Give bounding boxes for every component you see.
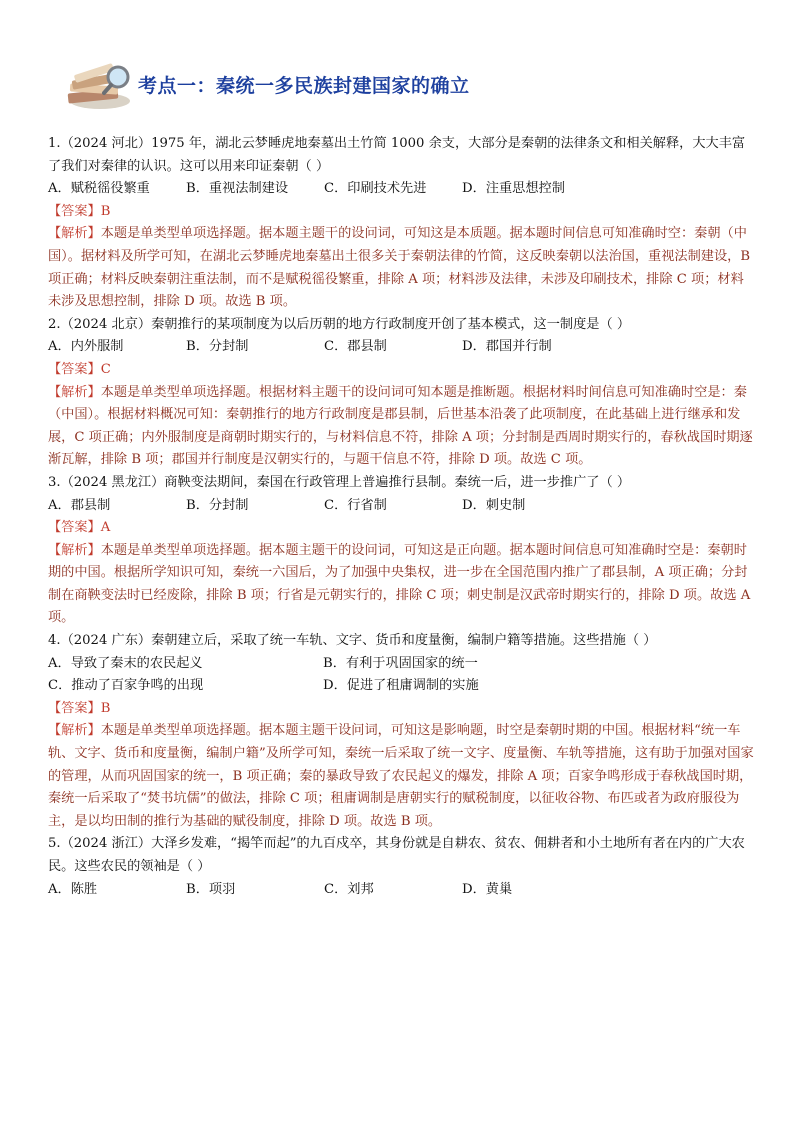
question-list: [48, 133, 756, 901]
section-title: 考点一：秦统一多民族封建国家的确立: [138, 75, 470, 97]
option-c: C．郡县制: [324, 339, 387, 355]
question-5: [48, 833, 756, 901]
question-3: [48, 472, 756, 630]
options-row: [48, 495, 756, 518]
answer-line: 【答案】C: [48, 361, 111, 377]
question-stem: 1.（2024 河北）1975 年，湖北云梦睡虎地秦墓出土竹简 1000 余支，大部分是秦朝的法律条文和相关解释，大大丰富了我们对秦律的认识。这可以用来印证秦朝（ ）: [48, 136, 746, 174]
answer-line: 【答案】B: [48, 203, 111, 219]
option-a: A．导致了秦末的农民起义: [48, 655, 203, 671]
option-b: B．重视法制建设: [186, 181, 289, 197]
option-b: B．项羽: [186, 881, 236, 897]
analysis-label: 【解析】: [48, 723, 101, 739]
option-a: A．陈胜: [48, 881, 98, 897]
options-grid: [48, 653, 756, 698]
option-d: D．注重思想控制: [462, 181, 565, 197]
section-header: [60, 55, 520, 115]
question-4: [48, 630, 756, 833]
option-b: B．分封制: [186, 339, 249, 355]
option-a: A．赋税徭役繁重: [48, 181, 150, 197]
analysis-text: 本题是单类型单项选择题。据本题主题干的设问词，可知这是本质题。据本题时间信息可知准确时空：秦朝（中国）。据材料及所学可知，在湖北云梦睡虎地秦墓出土很多关于秦朝法律的竹简，这反映秦朝以法治国，重视法制建设，B 项正确；材料反映秦朝注重法制，而不是赋税徭役繁重，排除 A 项；材料涉及法律，未涉及印刷技术，排除 C 项；材料未涉及思想控制，排除 D 项。故选 B 项。: [48, 226, 751, 310]
analysis-paragraph: [48, 382, 756, 472]
options-row: [48, 178, 756, 201]
question-2: [48, 314, 756, 472]
question-stem: 5.（2024 浙江）大泽乡发难，“揭竿而起”的九百戍卒，其身份就是自耕农、贫农、佣耕者和小土地所有者在内的广大农民。这些农民的领袖是（ ）: [48, 836, 745, 874]
option-c: C．印刷技术先进: [324, 181, 427, 197]
option-c: C．行省制: [324, 497, 387, 513]
analysis-paragraph: [48, 223, 756, 313]
analysis-text: 本题是单类型单项选择题。根据材料主题干的设问词可知本题是推断题。根据材料时间信息可知准确时空是：秦（中国）。根据材料概况可知：秦朝推行的地方行政制度是郡县制，后世基本沿袭了此项制度，在此基础上进行继承和发展，C 项正确；内外服制度是商朝时期实行的，与材料信息不符，排除 A 项；分封制是西周时期实行的，春秋战国时期逐渐瓦解，排除 B 项；郡国并行制度是汉朝实行的，与题干信息不符，排除 D 项。故选 C 项。: [48, 384, 753, 468]
option-d: D．郡国并行制: [462, 339, 552, 355]
option-c: C．推动了百家争鸣的出现: [48, 678, 204, 694]
option-d: D．黄巢: [462, 881, 513, 897]
options-row: [48, 879, 756, 902]
options-row: [48, 336, 756, 359]
option-b: B．分封制: [186, 497, 249, 513]
analysis-label: 【解析】: [48, 384, 101, 400]
analysis-paragraph: [48, 720, 756, 833]
question-stem: 3.（2024 黑龙江）商鞅变法期间，秦国在行政管理上普遍推行县制。秦统一后，进一步推广了（ ）: [48, 474, 631, 490]
option-d: D．促进了租庸调制的实施: [323, 678, 479, 694]
option-d: D．刺史制: [462, 497, 526, 513]
answer-line: 【答案】A: [48, 520, 111, 536]
question-stem: 4.（2024 广东）秦朝建立后，采取了统一车轨、文字、货币和度量衡，编制户籍等措施。这些措施（ ）: [48, 633, 657, 649]
question-1: [48, 133, 756, 314]
question-stem: 2.（2024 北京）秦朝推行的某项制度为以后历朝的地方行政制度开创了基本模式，这一制度是（ ）: [48, 316, 631, 332]
analysis-text: 本题是单类型单项选择题。据本题主题干设问词，可知这是影响题，时空是秦朝时期的中国。根据材料“统一车轨、文字、货币和度量衡，编制户籍”及所学可知，秦统一后采取了统一文字、度量衡、车轨等措施，这有助于加强对国家的管理，从而巩固国家的统一，B 项正确；秦的暴政导致了农民起义的爆发，排除 A 项；百家争鸣形成于春秋战国时期，秦统一后采取了“焚书坑儒”的做法，排除 C 项；租庸调制是唐朝实行的赋税制度，以征收谷物、布匹或者为政府服役为主，是以均田制的推行为基础的赋役制度，排除 D 项。故选 B 项。: [48, 723, 754, 829]
books-magnifier-icon: [60, 55, 140, 115]
analysis-text: 本题是单类型单项选择题。据本题主题干的设问词，可知这是正向题。据本题时间信息可知准确时空是：秦朝时期的中国。根据所学知识可知，秦统一六国后，为了加强中央集权，进一步在全国范围内推广了郡县制，A 项正确；分封制在商鞅变法时已经废除，排除 B 项；行省是元朝实行的，排除 C 项；刺史制是汉武帝时期实行的，排除 D 项。故选 A 项。: [48, 542, 751, 626]
option-a: A．郡县制: [48, 497, 111, 513]
option-b: B．有利于巩固国家的统一: [323, 655, 478, 671]
analysis-label: 【解析】: [48, 226, 101, 242]
option-a: A．内外服制: [48, 339, 124, 355]
analysis-label: 【解析】: [48, 542, 101, 558]
analysis-paragraph: [48, 540, 756, 630]
option-c: C．刘邦: [324, 881, 374, 897]
answer-line: 【答案】B: [48, 700, 111, 716]
